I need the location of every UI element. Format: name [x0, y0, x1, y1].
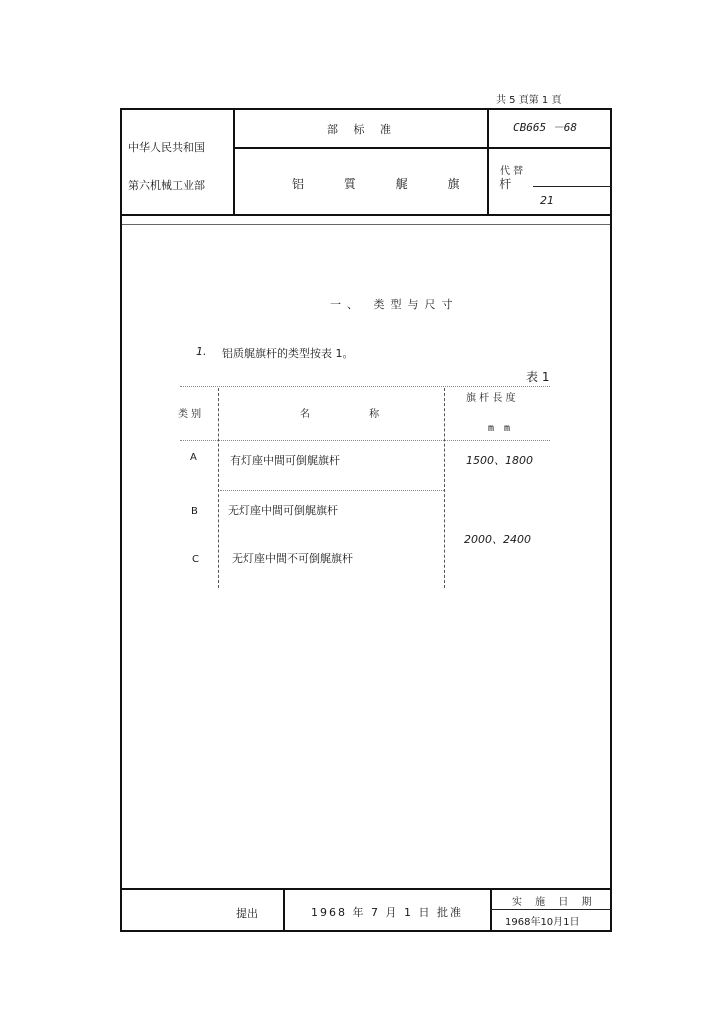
- header-divider: [120, 214, 612, 216]
- table-caption: 表 1: [526, 370, 550, 384]
- row-c-length: 2000、2400: [464, 533, 531, 546]
- item-text: 铝质艉旗杆的类型按表 1。: [222, 347, 354, 360]
- row-a-name: 有灯座中間可倒艉旗杆: [230, 454, 340, 467]
- row-a-type: A: [190, 452, 197, 463]
- document-frame: [120, 108, 612, 932]
- proposed-label: 提出: [236, 907, 258, 920]
- header-length: 旗 杆 長 度: [466, 393, 516, 404]
- sheet-number: 21: [540, 194, 554, 207]
- implementation-date: 1968年10月1日: [505, 917, 580, 928]
- page-counter: 共 5 頁第 1 頁: [496, 95, 562, 106]
- replaces-label: 代 替: [500, 166, 524, 177]
- row-b-type: B: [191, 506, 198, 517]
- footer-divider: [120, 888, 612, 890]
- standard-type: 部 标 准: [327, 123, 397, 136]
- item-number: 1.: [196, 345, 207, 358]
- implementation-label: 实 施 日 期: [512, 897, 597, 908]
- header-type: 类 别: [178, 409, 202, 420]
- org-name-ministry: 第六机械工业部: [128, 179, 205, 192]
- row-c-name: 无灯座中間不可倒艉旗杆: [232, 552, 353, 565]
- document-title: 铝 質 艉 旗 杆: [292, 177, 530, 191]
- approval-date: 1968 年 7 月 1 日 批准: [311, 906, 463, 919]
- org-name-country: 中华人民共和国: [128, 141, 205, 154]
- header-unit: mm: [488, 423, 521, 434]
- row-c-type: C: [192, 554, 199, 565]
- row-a-length: 1500、1800: [466, 454, 533, 467]
- section-heading: 一、 类型与尺寸: [330, 298, 459, 311]
- header-name: 名 称: [300, 409, 408, 420]
- row-b-name: 无灯座中間可倒艉旗杆: [228, 504, 338, 517]
- standard-code: CB665 －68: [513, 121, 577, 134]
